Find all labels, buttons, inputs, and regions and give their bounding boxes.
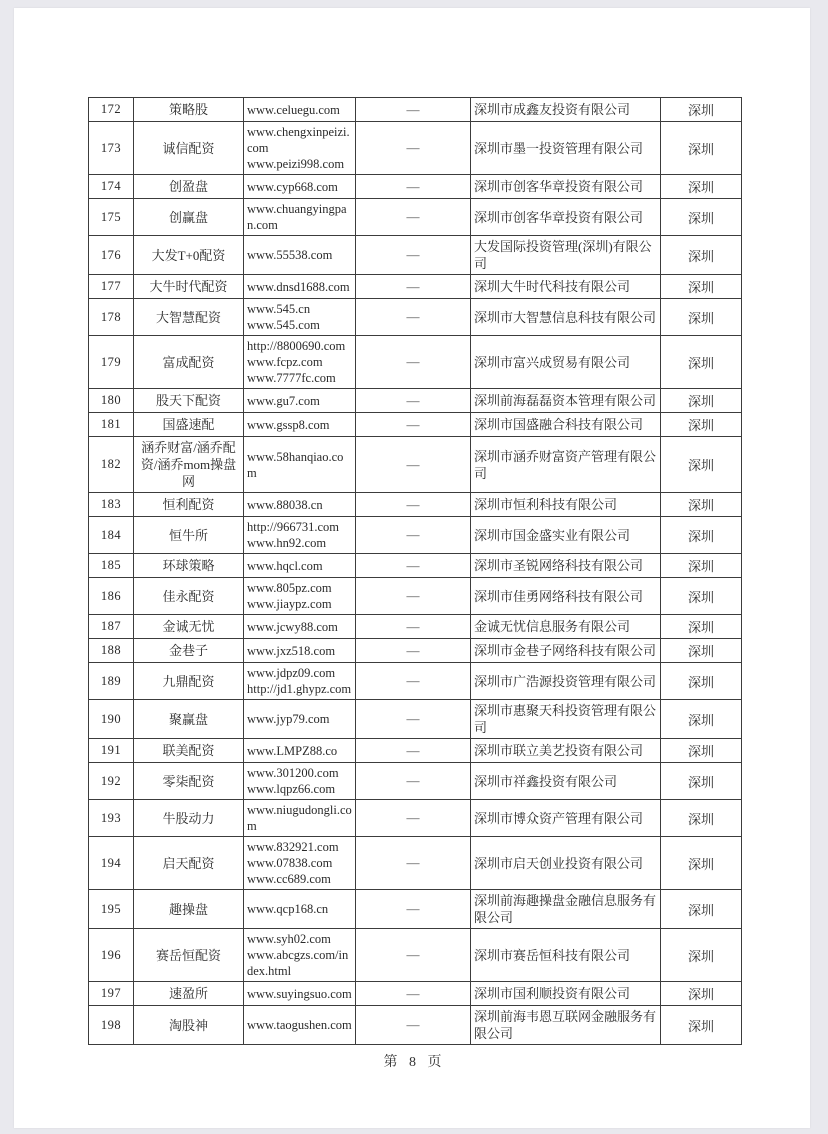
table-row — [89, 639, 742, 663]
city-cell: 深圳 — [661, 413, 742, 437]
url-line: www.gu7.com — [247, 393, 320, 408]
table-row — [89, 578, 742, 615]
city-cell: 深圳 — [661, 336, 742, 389]
website-url-cell — [244, 236, 356, 275]
city-cell: 深圳 — [661, 739, 742, 763]
city-cell: 深圳 — [661, 763, 742, 800]
table-row — [89, 615, 742, 639]
company-name-cell: 深圳市国利顺投资有限公司 — [471, 982, 661, 1006]
company-name-cell: 深圳市圣锐网络科技有限公司 — [471, 554, 661, 578]
website-url-cell — [244, 493, 356, 517]
website-url-cell — [244, 700, 356, 739]
document-page — [14, 8, 810, 1128]
row-index-cell: 188 — [89, 639, 134, 663]
website-url-cell — [244, 413, 356, 437]
status-dash-cell: — — [356, 700, 471, 739]
platform-name-cell: 牛股动力 — [134, 800, 244, 837]
url-line: www.55538.com — [247, 248, 333, 262]
status-dash-cell: — — [356, 890, 471, 929]
row-index-cell: 193 — [89, 800, 134, 837]
platform-name-cell: 九鼎配资 — [134, 663, 244, 700]
url-line: www.syh02.com — [247, 932, 331, 946]
website-url-cell — [244, 275, 356, 299]
url-line: www.832921.com — [247, 840, 339, 854]
platform-name-cell: 策略股 — [134, 98, 244, 122]
city-cell: 深圳 — [661, 299, 742, 336]
city-cell: 深圳 — [661, 929, 742, 982]
company-name-cell: 深圳市创客华章投资有限公司 — [471, 199, 661, 236]
website-url-cell — [244, 98, 356, 122]
status-dash-cell: — — [356, 275, 471, 299]
website-url-cell — [244, 837, 356, 890]
company-name-cell: 深圳前海磊磊资本管理有限公司 — [471, 389, 661, 413]
row-index-cell: 177 — [89, 275, 134, 299]
company-name-cell: 深圳前海韦恩互联网金融服务有限公司 — [471, 1006, 661, 1045]
company-name-cell: 深圳市博众资产管理有限公司 — [471, 800, 661, 837]
platform-name-cell: 国盛速配 — [134, 413, 244, 437]
status-dash-cell: — — [356, 800, 471, 837]
status-dash-cell: — — [356, 98, 471, 122]
row-index-cell: 194 — [89, 837, 134, 890]
platform-name-cell: 聚赢盘 — [134, 700, 244, 739]
url-line: www.qcp168.cn — [247, 902, 329, 916]
table-row — [89, 437, 742, 493]
table-row — [89, 336, 742, 389]
platform-name-cell: 启天配资 — [134, 837, 244, 890]
row-index-cell: 182 — [89, 437, 134, 493]
platform-name-cell: 金诚无忧 — [134, 615, 244, 639]
company-name-cell: 深圳市金巷子网络科技有限公司 — [471, 639, 661, 663]
row-index-cell: 183 — [89, 493, 134, 517]
status-dash-cell: — — [356, 763, 471, 800]
platform-name-cell: 涵乔财富/涵乔配资/涵乔mom操盘网 — [134, 437, 244, 493]
status-dash-cell: — — [356, 982, 471, 1006]
city-cell: 深圳 — [661, 663, 742, 700]
company-name-cell: 深圳大牛时代科技有限公司 — [471, 275, 661, 299]
url-line: http://8800690.com — [247, 339, 346, 353]
company-name-cell: 大发国际投资管理(深圳)有限公司 — [471, 236, 661, 275]
website-url-cell — [244, 890, 356, 929]
city-cell: 深圳 — [661, 98, 742, 122]
website-url-cell — [244, 615, 356, 639]
table-body — [89, 98, 742, 1045]
url-line: www.jdpz09.com — [247, 666, 336, 680]
status-dash-cell: — — [356, 639, 471, 663]
table-row — [89, 199, 742, 236]
city-cell: 深圳 — [661, 578, 742, 615]
company-name-cell: 深圳市惠聚天科投资管理有限公司 — [471, 700, 661, 739]
url-line: www.88038.cn — [247, 497, 323, 512]
status-dash-cell: — — [356, 739, 471, 763]
url-line: www.jyp79.com — [247, 712, 330, 726]
row-index-cell: 186 — [89, 578, 134, 615]
website-url-cell — [244, 763, 356, 800]
table-row — [89, 236, 742, 275]
status-dash-cell: — — [356, 122, 471, 175]
website-url-cell — [244, 929, 356, 982]
company-name-cell: 深圳前海趣操盘金融信息服务有限公司 — [471, 890, 661, 929]
website-url-cell — [244, 554, 356, 578]
city-cell: 深圳 — [661, 517, 742, 554]
row-index-cell: 179 — [89, 336, 134, 389]
company-name-cell: 深圳市大智慧信息科技有限公司 — [471, 299, 661, 336]
url-line: www.7777fc.com — [247, 371, 336, 385]
row-index-cell: 191 — [89, 739, 134, 763]
row-index-cell: 184 — [89, 517, 134, 554]
city-cell: 深圳 — [661, 554, 742, 578]
status-dash-cell: — — [356, 663, 471, 700]
url-line: http://jd1.ghypz.com — [247, 682, 352, 696]
table-row — [89, 929, 742, 982]
website-url-cell — [244, 437, 356, 493]
platform-name-cell: 趣操盘 — [134, 890, 244, 929]
table-row — [89, 739, 742, 763]
status-dash-cell: — — [356, 1006, 471, 1045]
row-index-cell: 172 — [89, 98, 134, 122]
status-dash-cell: — — [356, 929, 471, 982]
platform-name-cell: 诚信配资 — [134, 122, 244, 175]
table-row — [89, 554, 742, 578]
platform-name-cell: 富成配资 — [134, 336, 244, 389]
table-row — [89, 982, 742, 1006]
company-name-cell: 深圳市国盛融合科技有限公司 — [471, 413, 661, 437]
website-url-cell — [244, 739, 356, 763]
website-url-cell — [244, 299, 356, 336]
platform-name-cell: 赛岳恒配资 — [134, 929, 244, 982]
platform-name-cell: 股天下配资 — [134, 389, 244, 413]
row-index-cell: 192 — [89, 763, 134, 800]
row-index-cell: 197 — [89, 982, 134, 1006]
url-line: www.suyingsuo.com — [247, 986, 352, 1001]
platform-name-cell: 佳永配资 — [134, 578, 244, 615]
website-url-cell — [244, 663, 356, 700]
url-line: www.jcwy88.com — [247, 619, 338, 634]
url-line: www.taogushen.com — [247, 1018, 352, 1032]
url-line: www.jxz518.com — [247, 643, 336, 658]
website-url-cell — [244, 389, 356, 413]
platform-name-cell: 创盈盘 — [134, 175, 244, 199]
url-line: www.hqcl.com — [247, 558, 323, 573]
url-line: www.545.cn — [247, 302, 311, 316]
table-row — [89, 763, 742, 800]
city-cell: 深圳 — [661, 700, 742, 739]
company-name-cell: 深圳市赛岳恒科技有限公司 — [471, 929, 661, 982]
city-cell: 深圳 — [661, 982, 742, 1006]
status-dash-cell: — — [356, 554, 471, 578]
table-row — [89, 800, 742, 837]
company-name-cell: 深圳市墨一投资管理有限公司 — [471, 122, 661, 175]
platform-name-cell: 恒牛所 — [134, 517, 244, 554]
city-cell: 深圳 — [661, 437, 742, 493]
row-index-cell: 176 — [89, 236, 134, 275]
city-cell: 深圳 — [661, 1006, 742, 1045]
url-line: www.cc689.com — [247, 872, 331, 886]
table-row — [89, 275, 742, 299]
table-row — [89, 175, 742, 199]
url-line: www.fcpz.com — [247, 355, 323, 369]
table-row — [89, 389, 742, 413]
platform-name-cell: 联美配资 — [134, 739, 244, 763]
url-line: www.545.com — [247, 318, 320, 332]
status-dash-cell: — — [356, 336, 471, 389]
url-line: www.LMPZ88.co — [247, 743, 338, 758]
platform-name-cell: 大智慧配资 — [134, 299, 244, 336]
row-index-cell: 173 — [89, 122, 134, 175]
status-dash-cell: — — [356, 493, 471, 517]
table-row — [89, 837, 742, 890]
status-dash-cell: — — [356, 236, 471, 275]
website-url-cell — [244, 199, 356, 236]
company-name-cell: 深圳市广浩源投资管理有限公司 — [471, 663, 661, 700]
row-index-cell: 175 — [89, 199, 134, 236]
city-cell: 深圳 — [661, 615, 742, 639]
city-cell: 深圳 — [661, 389, 742, 413]
row-index-cell: 196 — [89, 929, 134, 982]
table-row — [89, 493, 742, 517]
url-line: www.peizi998.com — [247, 157, 345, 171]
website-url-cell — [244, 336, 356, 389]
row-index-cell: 190 — [89, 700, 134, 739]
row-index-cell: 174 — [89, 175, 134, 199]
city-cell: 深圳 — [661, 800, 742, 837]
company-name-cell: 深圳市恒利科技有限公司 — [471, 493, 661, 517]
city-cell: 深圳 — [661, 175, 742, 199]
status-dash-cell: — — [356, 578, 471, 615]
row-index-cell: 181 — [89, 413, 134, 437]
platform-name-cell: 创赢盘 — [134, 199, 244, 236]
city-cell: 深圳 — [661, 639, 742, 663]
city-cell: 深圳 — [661, 493, 742, 517]
table-row — [89, 122, 742, 175]
status-dash-cell: — — [356, 199, 471, 236]
row-index-cell: 198 — [89, 1006, 134, 1045]
url-line: www.805pz.com — [247, 581, 332, 595]
city-cell: 深圳 — [661, 199, 742, 236]
table-row — [89, 1006, 742, 1045]
url-line: www.dnsd1688.com — [247, 279, 350, 294]
table-row — [89, 517, 742, 554]
url-line: www.58hanqiao.com — [247, 449, 344, 480]
row-index-cell: 178 — [89, 299, 134, 336]
company-name-cell: 深圳市涵乔财富资产管理有限公司 — [471, 437, 661, 493]
city-cell: 深圳 — [661, 236, 742, 275]
url-line: www.cyp668.com — [247, 179, 338, 194]
platform-name-cell: 恒利配资 — [134, 493, 244, 517]
city-cell: 深圳 — [661, 890, 742, 929]
url-line: www.lqpz66.com — [247, 782, 336, 796]
status-dash-cell: — — [356, 517, 471, 554]
url-line: www.celuegu.com — [247, 102, 340, 117]
row-index-cell: 195 — [89, 890, 134, 929]
company-name-cell: 深圳市祥鑫投资有限公司 — [471, 763, 661, 800]
city-cell: 深圳 — [661, 837, 742, 890]
city-cell: 深圳 — [661, 275, 742, 299]
row-index-cell: 187 — [89, 615, 134, 639]
company-name-cell: 深圳市启天创业投资有限公司 — [471, 837, 661, 890]
table-row — [89, 413, 742, 437]
website-url-cell — [244, 122, 356, 175]
company-name-cell: 深圳市创客华章投资有限公司 — [471, 175, 661, 199]
url-line: www.chengxinpeizi.com — [247, 125, 350, 155]
website-url-cell — [244, 175, 356, 199]
city-cell: 深圳 — [661, 122, 742, 175]
url-line: www.301200.com — [247, 766, 339, 780]
url-line: www.jiaypz.com — [247, 597, 332, 611]
table-row — [89, 700, 742, 739]
status-dash-cell: — — [356, 837, 471, 890]
table-row — [89, 98, 742, 122]
status-dash-cell: — — [356, 299, 471, 336]
platform-table — [88, 97, 742, 1045]
website-url-cell — [244, 1006, 356, 1045]
company-name-cell: 金诚无忧信息服务有限公司 — [471, 615, 661, 639]
company-name-cell: 深圳市国金盛实业有限公司 — [471, 517, 661, 554]
platform-name-cell: 速盈所 — [134, 982, 244, 1006]
status-dash-cell: — — [356, 389, 471, 413]
platform-name-cell: 大牛时代配资 — [134, 275, 244, 299]
platform-name-cell: 大发T+0配资 — [134, 236, 244, 275]
platform-name-cell: 环球策略 — [134, 554, 244, 578]
company-name-cell: 深圳市成鑫友投资有限公司 — [471, 98, 661, 122]
url-line: www.hn92.com — [247, 536, 327, 550]
company-name-cell: 深圳市佳勇网络科技有限公司 — [471, 578, 661, 615]
row-index-cell: 180 — [89, 389, 134, 413]
row-index-cell: 189 — [89, 663, 134, 700]
website-url-cell — [244, 639, 356, 663]
website-url-cell — [244, 578, 356, 615]
table-row — [89, 299, 742, 336]
website-url-cell — [244, 517, 356, 554]
website-url-cell — [244, 982, 356, 1006]
table-row — [89, 890, 742, 929]
url-line: http://966731.com — [247, 520, 340, 534]
row-index-cell: 185 — [89, 554, 134, 578]
status-dash-cell: — — [356, 615, 471, 639]
url-line: www.gssp8.com — [247, 417, 330, 432]
platform-name-cell: 金巷子 — [134, 639, 244, 663]
table-row — [89, 663, 742, 700]
url-line: www.07838.com — [247, 856, 333, 870]
status-dash-cell: — — [356, 175, 471, 199]
url-line: www.abcgzs.com/index.html — [247, 948, 349, 978]
page-number: 第 8 页 — [383, 1055, 446, 1070]
url-line: www.niugudongli.com — [247, 803, 352, 833]
platform-name-cell: 零柒配资 — [134, 763, 244, 800]
company-name-cell: 深圳市富兴成贸易有限公司 — [471, 336, 661, 389]
status-dash-cell: — — [356, 437, 471, 493]
company-name-cell: 深圳市联立美艺投资有限公司 — [471, 739, 661, 763]
url-line: www.chuangyingpan.com — [247, 202, 347, 232]
website-url-cell — [244, 800, 356, 837]
platform-name-cell: 淘股神 — [134, 1006, 244, 1045]
status-dash-cell: — — [356, 413, 471, 437]
platform-table-wrap — [88, 97, 741, 1045]
